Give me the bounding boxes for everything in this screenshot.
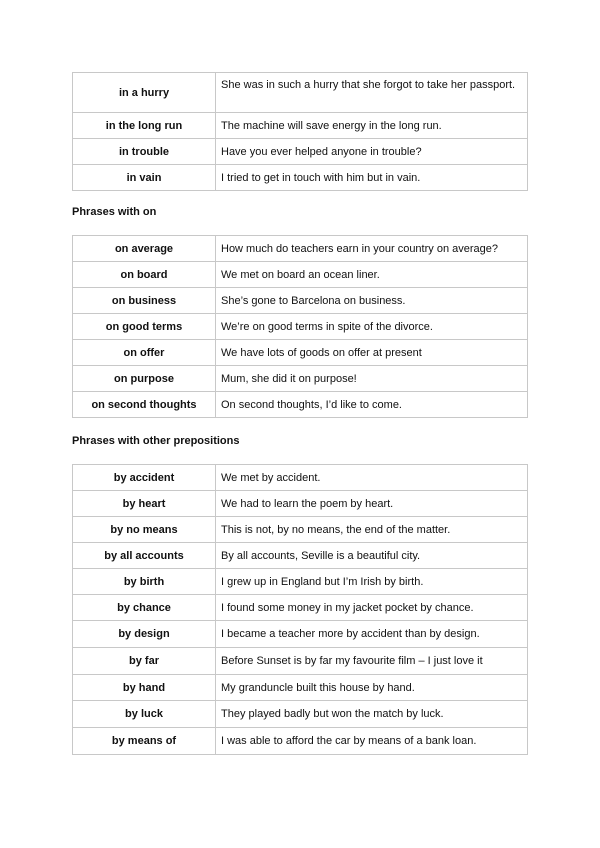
table-row — [73, 701, 528, 728]
table-row — [73, 517, 528, 543]
example-cell: I tried to get in touch with him but in vain. — [216, 165, 528, 191]
table-row — [73, 392, 528, 418]
example-cell: I was able to afford the car by means of a bank loan. — [216, 728, 528, 755]
phrase-cell: in a hurry — [73, 73, 216, 113]
phrases-other-table — [72, 464, 528, 755]
phrase-cell: in the long run — [73, 113, 216, 139]
example-cell: I grew up in England but I’m Irish by birth. — [216, 569, 528, 595]
table-row — [73, 165, 528, 191]
example-cell: My granduncle built this house by hand. — [216, 675, 528, 701]
section-heading-on: Phrases with on — [72, 206, 157, 218]
example-cell: We have lots of goods on offer at present — [216, 340, 528, 366]
table-row — [73, 139, 528, 165]
phrase-cell: by birth — [73, 569, 216, 595]
example-cell: She was in such a hurry that she forgot to take her passport. — [216, 73, 528, 113]
table-row — [73, 728, 528, 755]
table-row — [73, 288, 528, 314]
phrase-cell: on purpose — [73, 366, 216, 392]
example-cell: We met on board an ocean liner. — [216, 262, 528, 288]
table-row — [73, 595, 528, 621]
table-row — [73, 314, 528, 340]
table-row — [73, 543, 528, 569]
table-row — [73, 569, 528, 595]
example-cell: I found some money in my jacket pocket by chance. — [216, 595, 528, 621]
phrase-cell: on average — [73, 236, 216, 262]
example-cell: Have you ever helped anyone in trouble? — [216, 139, 528, 165]
example-cell: I became a teacher more by accident than by design. — [216, 621, 528, 648]
example-cell: Before Sunset is by far my favourite film – I just love it — [216, 648, 528, 675]
phrase-cell: by accident — [73, 465, 216, 491]
phrase-cell: on board — [73, 262, 216, 288]
table-row — [73, 491, 528, 517]
phrase-cell: by far — [73, 648, 216, 675]
example-cell: They played badly but won the match by luck. — [216, 701, 528, 728]
phrase-cell: by all accounts — [73, 543, 216, 569]
table-row — [73, 675, 528, 701]
phrase-cell: by chance — [73, 595, 216, 621]
table-row — [73, 340, 528, 366]
section-heading-other: Phrases with other prepositions — [72, 435, 240, 447]
example-cell: The machine will save energy in the long run. — [216, 113, 528, 139]
example-cell: How much do teachers earn in your country on average? — [216, 236, 528, 262]
example-cell: Mum, she did it on purpose! — [216, 366, 528, 392]
table-row — [73, 113, 528, 139]
table-row — [73, 648, 528, 675]
example-cell: By all accounts, Seville is a beautiful city. — [216, 543, 528, 569]
table-row — [73, 262, 528, 288]
phrase-cell: on second thoughts — [73, 392, 216, 418]
phrase-cell: by no means — [73, 517, 216, 543]
phrases-in-table — [72, 72, 528, 191]
table-row — [73, 236, 528, 262]
example-cell: We met by accident. — [216, 465, 528, 491]
example-cell: This is not, by no means, the end of the matter. — [216, 517, 528, 543]
phrase-cell: on offer — [73, 340, 216, 366]
phrase-cell: in trouble — [73, 139, 216, 165]
table-row — [73, 621, 528, 648]
phrase-cell: by heart — [73, 491, 216, 517]
phrase-cell: by luck — [73, 701, 216, 728]
phrase-cell: by hand — [73, 675, 216, 701]
table-row — [73, 465, 528, 491]
example-cell: On second thoughts, I’d like to come. — [216, 392, 528, 418]
phrase-cell: on good terms — [73, 314, 216, 340]
phrase-cell: on business — [73, 288, 216, 314]
table-row — [73, 73, 528, 113]
phrases-on-table — [72, 235, 528, 418]
example-cell: We had to learn the poem by heart. — [216, 491, 528, 517]
phrase-cell: in vain — [73, 165, 216, 191]
example-cell: We’re on good terms in spite of the divorce. — [216, 314, 528, 340]
example-cell: She’s gone to Barcelona on business. — [216, 288, 528, 314]
phrase-cell: by means of — [73, 728, 216, 755]
phrase-cell: by design — [73, 621, 216, 648]
table-row — [73, 366, 528, 392]
